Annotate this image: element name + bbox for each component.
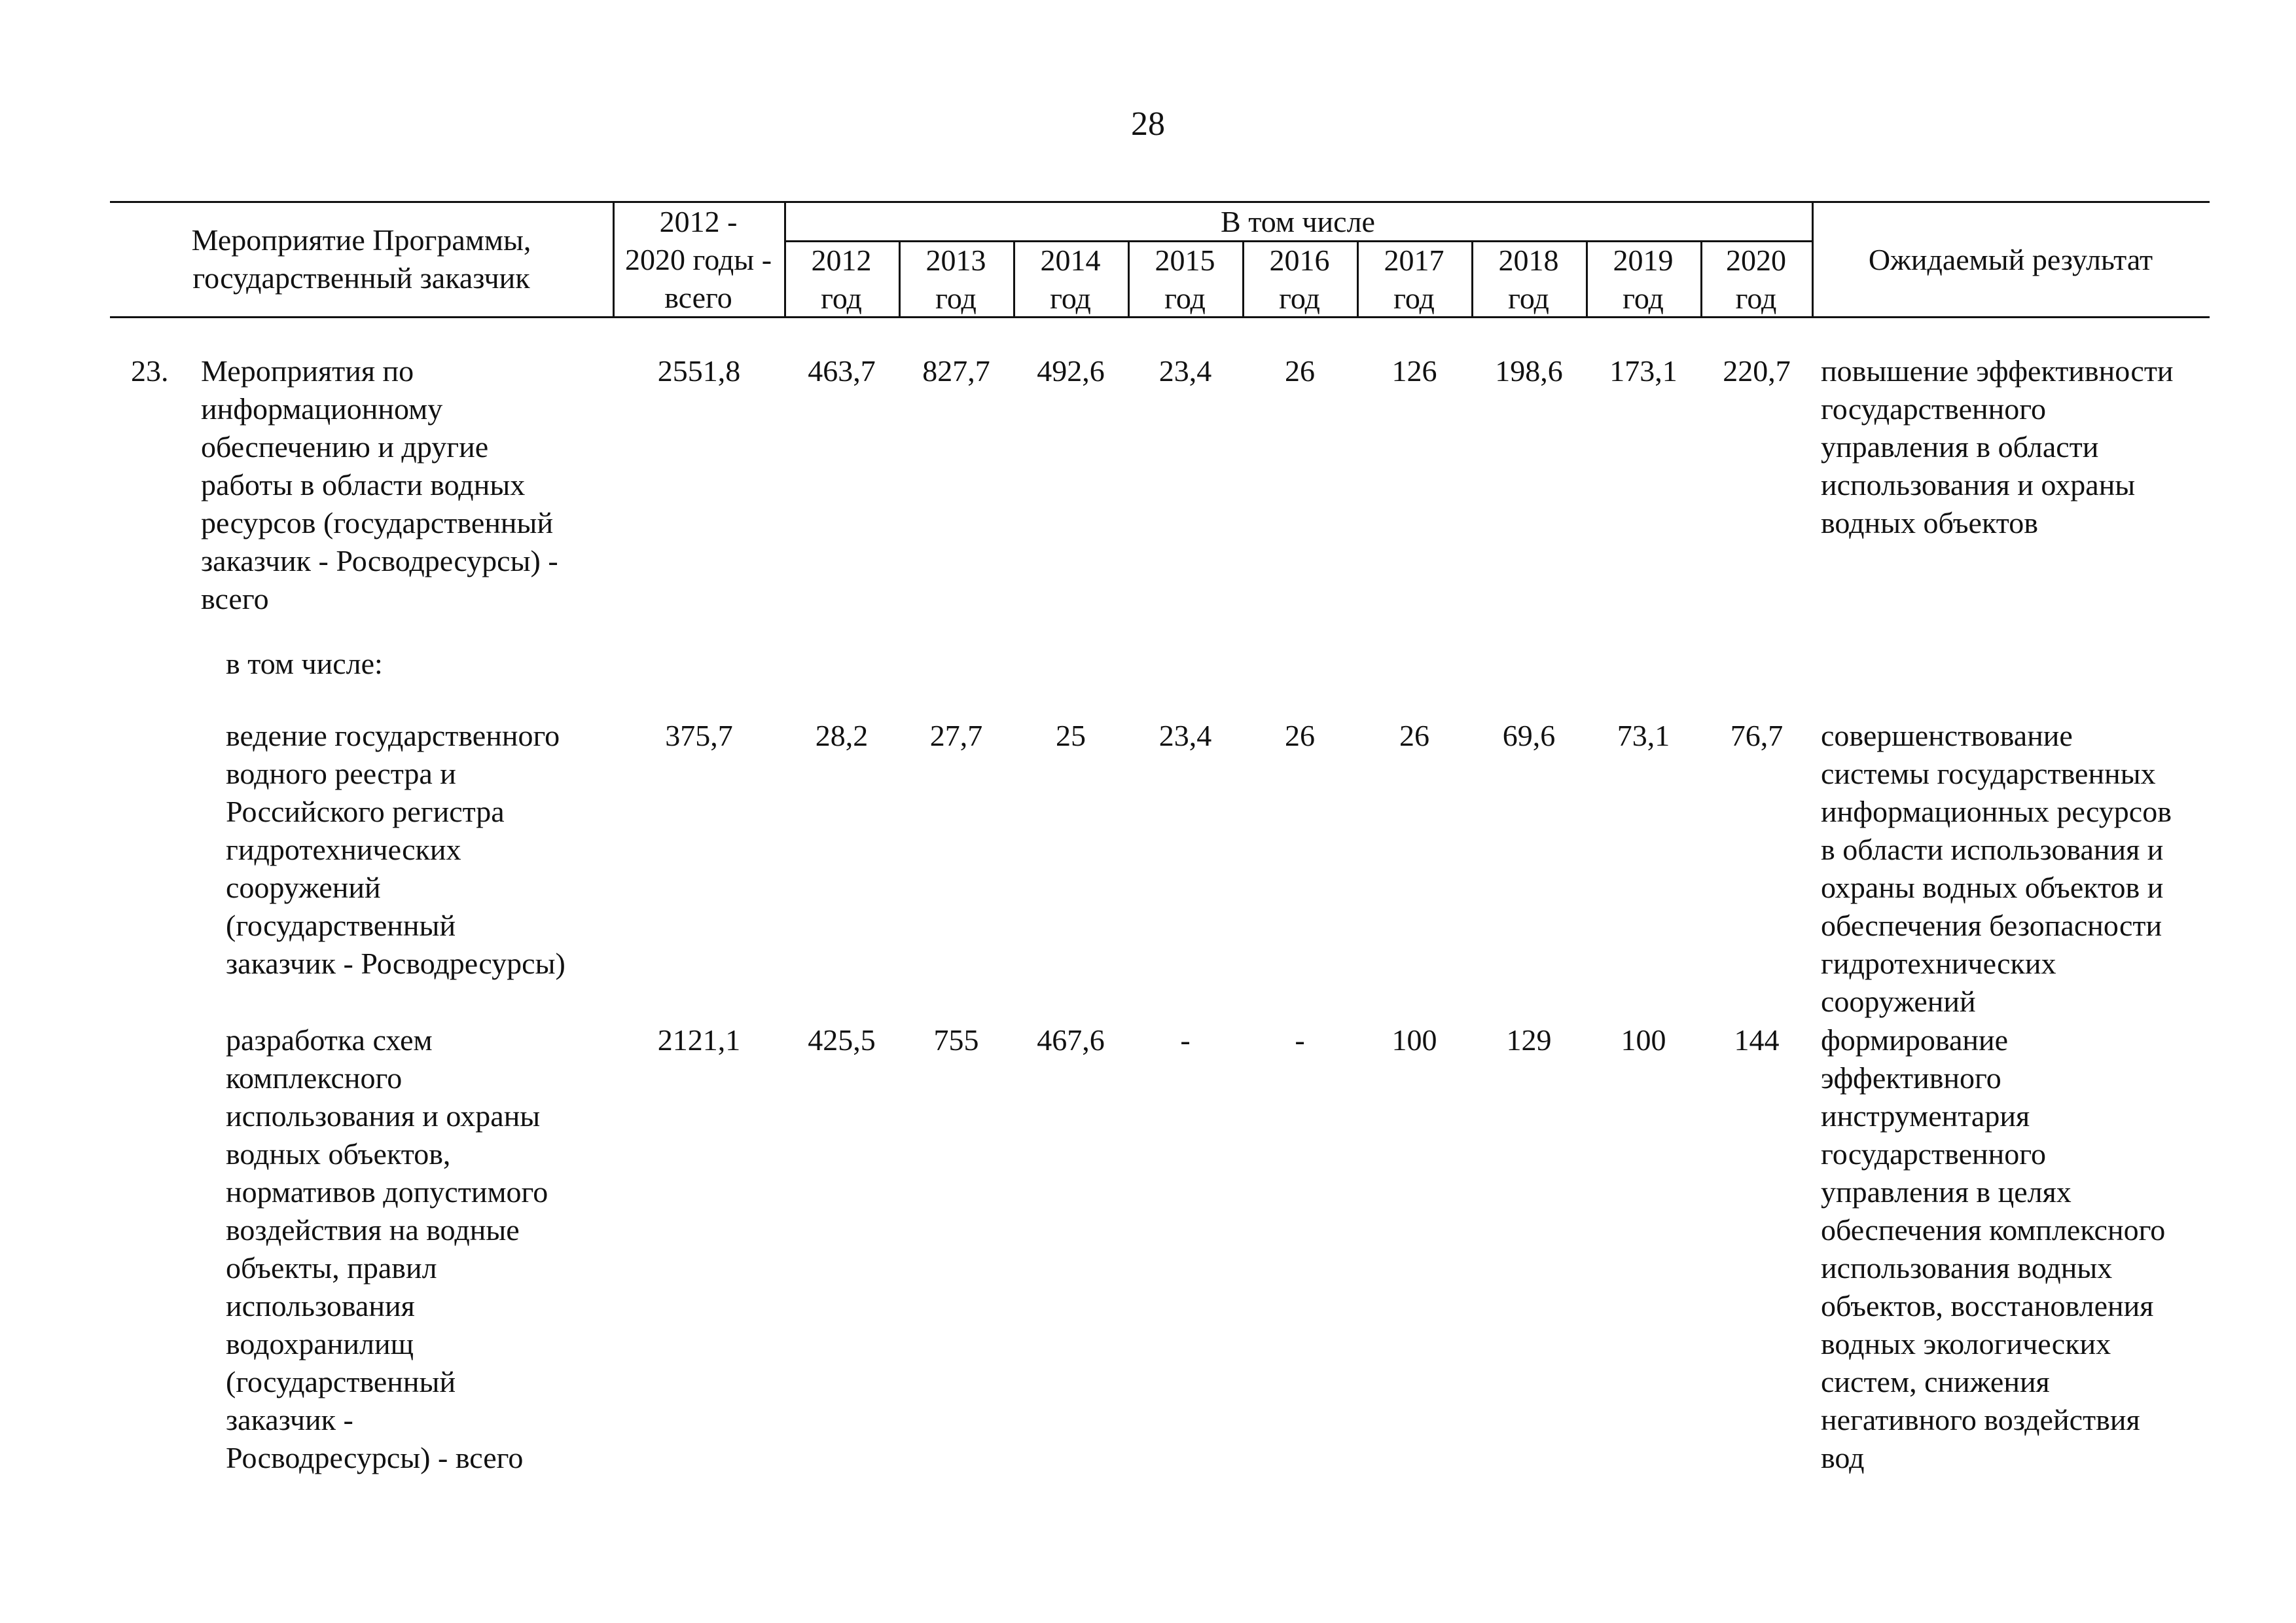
header-year-unit: год [1164,282,1206,315]
text-line: управления в целях [1821,1175,2072,1209]
row-expected-result [1821,1021,2165,1477]
header-year-unit: год [1393,282,1435,315]
row-year-value: 467,6 [1037,1023,1105,1057]
text-line: (государственный [226,1365,456,1398]
text-line: информационному [201,392,443,426]
header-year-label: 2017 [1384,244,1444,277]
text-line: инструментария [1821,1099,2030,1133]
text-line: ресурсов (государственный [201,506,554,539]
row-event-description [201,352,558,618]
text-line: формирование [1821,1023,2009,1057]
header-year [1242,242,1357,318]
header-year-unit: год [1508,282,1549,315]
row-year-value: 26 [1285,719,1315,752]
text-line: заказчик - Росводресурсы) - [201,544,558,577]
text-line: Росводресурсы) - всего [226,1441,524,1474]
row-subheading: в том числе: [226,647,383,680]
header-event-line: Мероприятие Программы, [191,223,531,257]
row-year-value: 198,6 [1495,354,1563,388]
text-line: использования [226,1289,415,1322]
text-line: водных объектов [1821,506,2038,539]
text-line: негативного воздействия [1821,1403,2140,1436]
header-year-unit: год [935,282,977,315]
text-line: разработка схем [226,1023,433,1057]
text-line: водных экологических [1821,1327,2111,1360]
header-result: Ожидаемый результат [1868,243,2153,276]
header-including: В том числе [1221,205,1375,238]
row-year-value: 827,7 [922,354,990,388]
text-line: объектов, восстановления [1821,1289,2154,1322]
header-year-unit: год [1623,282,1664,315]
row-year-value: 76,7 [1730,719,1784,752]
header-total-line: 2020 годы - [624,243,772,276]
text-line: сооружений [226,871,381,904]
text-line: управления в области [1821,430,2099,464]
row-year-value: 100 [1391,1023,1437,1057]
text-line: повышение эффективности [1821,354,2174,388]
header-year-label: 2018 [1498,244,1559,277]
header-total [613,203,784,317]
text-line: сооружений [1821,985,1976,1018]
row-year-value: 25 [1056,719,1086,752]
header-year-unit: год [1735,282,1777,315]
text-line: Мероприятия по [201,354,414,388]
row-year-value: 144 [1734,1023,1780,1057]
text-line: обеспечения безопасности [1821,909,2162,942]
header-year-unit: год [1050,282,1091,315]
row-total-value: 375,7 [665,719,733,752]
row-number: 23. [131,354,169,388]
row-event-description [226,1021,548,1477]
header-year [1357,242,1471,318]
row-year-value: - [1295,1023,1305,1057]
text-line: гидротехнических [1821,947,2056,980]
row-year-value: 26 [1285,354,1315,388]
row-year-value: 23,4 [1158,719,1212,752]
row-expected-result [1821,352,2174,542]
row-year-value: - [1180,1023,1191,1057]
text-line: комплексного [226,1061,403,1095]
text-line: государственного [1821,392,2046,426]
text-line: всего [201,582,269,615]
text-line: гидротехнических [226,833,461,866]
text-line: систем, снижения [1821,1365,2050,1398]
header-year-label: 2015 [1155,244,1215,277]
header-year [899,242,1013,318]
row-total-value: 2551,8 [657,354,741,388]
text-line: Российского регистра [226,795,505,828]
text-line: (государственный [226,909,456,942]
row-year-value: 26 [1399,719,1429,752]
row-year-value: 425,5 [808,1023,876,1057]
header-year [784,242,899,318]
header-total-line: всего [664,281,732,314]
text-line: обеспечению и другие [201,430,489,464]
header-year-unit: год [1279,282,1320,315]
text-line: водных объектов, [226,1137,451,1171]
row-year-value: 492,6 [1037,354,1105,388]
row-total-value: 2121,1 [657,1023,741,1057]
header-event [110,221,613,297]
row-year-value: 129 [1506,1023,1552,1057]
text-line: ведение государственного [226,719,560,752]
text-line: системы государственных [1821,757,2156,790]
text-line: совершенствование [1821,719,2073,752]
row-year-value: 69,6 [1502,719,1556,752]
text-line: охраны водных объектов и [1821,871,2164,904]
text-line: работы в области водных [201,468,526,501]
header-total-line: 2012 - [659,205,738,238]
row-expected-result [1821,717,2172,1021]
row-year-value: 73,1 [1617,719,1670,752]
header-year [1013,242,1128,318]
header-event-line: государственный заказчик [192,261,530,295]
row-year-value: 220,7 [1723,354,1791,388]
text-line: государственного [1821,1137,2046,1171]
row-year-value: 463,7 [808,354,876,388]
text-line: информационных ресурсов [1821,795,2172,828]
header-year-label: 2014 [1040,244,1101,277]
text-line: вод [1821,1441,1865,1474]
header-year [1586,242,1700,318]
header-year-label: 2012 [811,244,872,277]
row-year-value: 755 [933,1023,979,1057]
header-year-label: 2013 [925,244,986,277]
text-line: использования водных [1821,1251,2113,1285]
text-line: обеспечения комплексного [1821,1213,2166,1247]
header-year-label: 2020 [1726,244,1786,277]
row-year-value: 28,2 [815,719,869,752]
text-line: нормативов допустимого [226,1175,548,1209]
text-line: эффективного [1821,1061,2001,1095]
row-year-value: 126 [1391,354,1437,388]
text-line: заказчик - Росводресурсы) [226,947,565,980]
text-line: использования и охраны [1821,468,2136,501]
header-year-label: 2019 [1613,244,1674,277]
header-year-unit: год [821,282,862,315]
text-line: в области использования и [1821,833,2164,866]
header-year [1128,242,1242,318]
text-line: водохранилищ [226,1327,414,1360]
text-line: водного реестра и [226,757,456,790]
row-year-value: 173,1 [1609,354,1677,388]
text-line: заказчик - [226,1403,353,1436]
text-line: объекты, правил [226,1251,437,1285]
header-year [1471,242,1586,318]
header-year-label: 2016 [1269,244,1330,277]
page-number: 28 [1131,105,1165,143]
row-event-description [226,717,565,983]
row-year-value: 100 [1621,1023,1666,1057]
text-line: использования и охраны [226,1099,541,1133]
row-year-value: 27,7 [929,719,983,752]
row-year-value: 23,4 [1158,354,1212,388]
header-year [1700,242,1812,318]
text-line: воздействия на водные [226,1213,520,1247]
